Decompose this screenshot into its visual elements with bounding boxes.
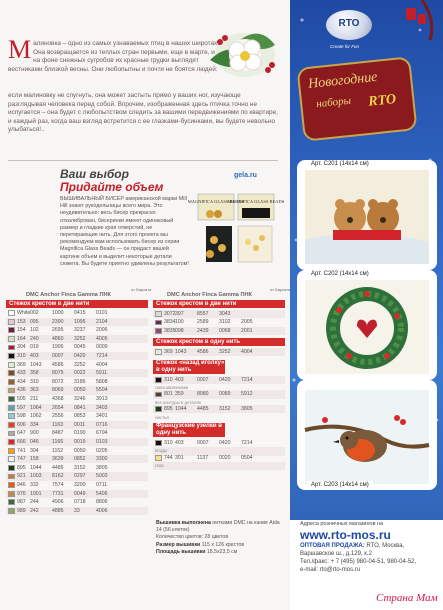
table-row (6, 429, 148, 437)
thread-code: 7214 (96, 353, 108, 359)
intro-text: алиновка – одно из самых узнаваемых птиц в наших широтах. Она возвращается из теплых стран первыми, еще в марте, и на фоне снежных сугробов их красные грудки выглядят вестниками близкой весны. Они любопытны и почти не боятся людей: (8, 40, 219, 73)
color-key-right (153, 287, 291, 518)
contacts (300, 520, 435, 574)
dmc-code: 3834 (164, 319, 176, 326)
dmc-code: 895 (164, 406, 173, 413)
thread-code: 5003 (96, 473, 108, 480)
dmc-code: 369 (164, 349, 173, 356)
dmc-code: глаз (155, 463, 164, 469)
dmc-code: 369 (17, 361, 26, 368)
thread-code: 0049 (74, 490, 86, 497)
thread-code: 2695 (52, 327, 64, 334)
thread-code: 1137 (197, 454, 209, 461)
thread-code: 0019 (74, 439, 86, 445)
color-swatch (8, 388, 15, 394)
thread-code: 0101 (96, 310, 108, 316)
thread-code: 002 (30, 310, 39, 316)
notes-colors: Количество цветов: 28 цветов (156, 534, 229, 541)
thread-code: 3152 (219, 406, 231, 413)
thread-code: 244 (30, 499, 39, 506)
thread-code: 8069 (52, 387, 64, 394)
thread-code: 3186 (74, 378, 86, 385)
product-label: Арт. C203 (14x14 см) (307, 481, 373, 490)
thread-code: 100 (175, 319, 184, 326)
dmc-code: 154 (17, 327, 26, 334)
dmc-code: 801 (164, 391, 173, 398)
banner-title: Новогодние (307, 69, 379, 92)
notes-value: нитками DMC на канве Aida 14 (56 клеток) (156, 520, 280, 534)
thread-code: 0711 (96, 482, 108, 488)
thread-code: 3252 (74, 361, 86, 368)
thread-code: 8487 (52, 430, 64, 437)
gela-logo: gela.ru (234, 172, 257, 179)
thread-code: 0020 (219, 454, 231, 461)
thread-code: 158 (30, 456, 39, 463)
thread-code: 1000 (52, 310, 64, 316)
thread-code: 3805 (96, 464, 108, 471)
table-row (6, 318, 148, 326)
color-swatch (155, 455, 162, 461)
new-year-banner (299, 58, 416, 139)
thread-code: 1163 (52, 421, 64, 428)
table-row (153, 348, 285, 356)
product-card-c202 (297, 270, 437, 380)
thread-code: 3152 (74, 464, 86, 471)
beads-packages-image (187, 190, 285, 268)
thread-code: 2104 (96, 318, 108, 325)
color-swatch (8, 319, 15, 325)
color-swatch (8, 353, 15, 359)
dmc-code: 946 (17, 482, 26, 488)
dmc-code: листья (155, 414, 169, 420)
table-header: DMC Anchor Finca Gamma ПНК (26, 292, 111, 298)
table-row (153, 318, 285, 326)
table-row (6, 352, 148, 360)
dmc-code: 3835 (164, 327, 176, 334)
table-row (153, 376, 285, 384)
color-swatch (8, 431, 15, 437)
email-link[interactable]: e-mail: rto@rto-mos.ru (300, 567, 361, 573)
thread-code: 1043 (30, 361, 42, 368)
table-row (6, 438, 148, 446)
intro-paragraph (8, 35, 220, 74)
thread-code: 403 (30, 353, 39, 359)
thread-code: 4006 (96, 507, 108, 514)
thread-code: 0050 (74, 447, 86, 454)
bead-label-2: MAGNIFICA GLASS BEADS (227, 199, 285, 204)
table-header-sub: от Бархата (131, 287, 152, 292)
thread-code: 0852 (74, 456, 86, 463)
dmc-code: 304 (17, 344, 26, 351)
thread-code: 5808 (96, 378, 108, 385)
section-header: Французские узелки в одну нить (153, 423, 225, 437)
color-swatch (8, 345, 15, 351)
thread-code: 7574 (52, 482, 64, 488)
choice-text: ВЫШИВАЛЬНЫЙ БИСЕР американской марки Mill Hill знают рукодельницы всего мира. Это неудивительно: весь бисер прекрасно откалиброван, бисеринки имеют одинаковый размер и гладкие края отверстий, не перетирающие нить. Для этого проекта мы рекомендуем вам использовать бисер из серии Magnifica Glass Beads — он придаст вашей картине объем и выделит некоторые детали сюжета. Вы будете приятно удивлены результатом! (60, 196, 189, 267)
thread-code: 0009 (96, 344, 108, 351)
thread-code: 0420 (74, 353, 86, 359)
thread-code: 0089 (219, 391, 231, 398)
thread-code: 0022 (74, 370, 86, 377)
thread-code: 1003 (30, 473, 42, 480)
color-swatch (155, 392, 162, 398)
table-row (153, 439, 285, 447)
color-swatch (8, 370, 15, 376)
section-cross-stitch-2: Стежок крестом в две нити (6, 300, 148, 308)
thread-code: 6704 (96, 430, 108, 437)
thread-code: 8080 (197, 391, 209, 398)
thread-code: 0504 (241, 454, 253, 461)
thread-code: 4485 (52, 464, 64, 471)
rto-tagline: Create for Fun (330, 44, 360, 49)
divider (8, 160, 278, 161)
thread-code: 7214 (241, 376, 253, 383)
thread-code: 403 (175, 440, 184, 446)
thread-code: 4485 (197, 406, 209, 413)
table-header-sub: от Бархата (270, 287, 291, 292)
thread-code: 5912 (241, 391, 253, 398)
table-row (6, 447, 148, 455)
thread-code: 8162 (52, 473, 64, 480)
table-header: DMC Anchor Finca Gamma ПНК (167, 292, 252, 298)
thread-code: 1095 (74, 318, 86, 325)
dmc-code: 3072 (164, 311, 176, 317)
banner-brand: RTO (367, 91, 397, 110)
addr-title: Адреса розничных магазинов на (300, 521, 384, 527)
thread-code: 0297 (74, 473, 86, 480)
dmc-code: 153 (17, 318, 26, 325)
thread-code: 0415 (74, 310, 86, 316)
thread-code: 0103 (96, 439, 108, 445)
thread-code: 4368 (52, 396, 64, 402)
thread-code: 0045 (74, 344, 86, 351)
bears-cross-stitch-image (305, 170, 429, 264)
thread-code: 1152 (52, 447, 64, 454)
color-swatch (8, 413, 15, 419)
embroidery-notes (156, 520, 286, 556)
dmc-code: 436 (17, 387, 26, 394)
color-swatch (155, 377, 162, 383)
product-card-c201 (297, 160, 437, 270)
thread-code: 3200 (74, 482, 86, 488)
thread-code: 211 (30, 396, 39, 402)
dmc-code: 310 (164, 376, 173, 383)
thread-code: 0050 (74, 387, 86, 394)
color-swatch (155, 440, 162, 446)
color-swatch (155, 311, 162, 317)
thread-code: 358 (30, 370, 39, 377)
thread-code: 5504 (96, 387, 108, 394)
thread-code: 0007 (197, 440, 209, 446)
thread-code: 900 (30, 430, 39, 437)
dmc-code: 989 (17, 507, 26, 514)
thread-code: 7214 (241, 440, 253, 446)
robin-cross-stitch-image (305, 390, 429, 484)
thread-code: 2006 (96, 327, 108, 334)
thread-code: 046 (30, 439, 39, 445)
thread-code: 0205 (96, 447, 108, 454)
thread-code: 3043 (219, 311, 231, 317)
thread-code: 4004 (96, 361, 108, 368)
table-row (153, 327, 285, 335)
thread-code: 0190 (74, 430, 86, 437)
table-row (6, 395, 148, 403)
table-row (153, 414, 285, 422)
banner-subtitle: наборы (315, 94, 352, 111)
thread-code: 334 (30, 421, 39, 428)
table-row (153, 390, 285, 398)
choice-title: Ваш выбор (60, 167, 129, 181)
table-row (6, 326, 148, 334)
thread-code: 4885 (52, 507, 64, 514)
color-swatch (155, 406, 162, 412)
color-swatch (8, 405, 15, 411)
thread-code: 4860 (52, 335, 64, 342)
thread-code: 1906 (52, 344, 64, 351)
table-row (6, 369, 148, 377)
thread-code: 1062 (30, 413, 42, 420)
thread-code: 242 (30, 507, 39, 514)
dmc-code: White (17, 310, 31, 316)
table-row (6, 490, 148, 498)
table-row (153, 454, 285, 462)
thread-code: 098 (175, 327, 184, 334)
thread-code: 304 (30, 447, 39, 454)
thread-code: 332 (30, 482, 39, 488)
choice-subtitle: Придайте объем (60, 180, 164, 194)
dmc-code: 647 (17, 430, 26, 437)
thread-code: 8075 (52, 370, 64, 377)
thread-code: 2589 (197, 319, 209, 326)
thread-code: 2390 (52, 318, 64, 325)
thread-code: 310 (30, 378, 39, 385)
color-swatch (8, 482, 15, 488)
thread-code: 403 (175, 376, 184, 383)
thread-code: 1044 (30, 464, 42, 471)
thread-code: 2005 (241, 319, 253, 326)
thread-code: 1043 (175, 349, 187, 356)
dmc-code: 310 (17, 353, 26, 359)
notes-value: 115 x 126 крестов (200, 541, 245, 548)
thread-code: 3300 (96, 456, 108, 463)
thread-code: 3246 (74, 396, 86, 402)
color-swatch (8, 499, 15, 505)
thread-code: 0853 (74, 413, 86, 420)
table-row (6, 455, 148, 463)
thread-code: 0716 (96, 421, 108, 428)
thread-code: 5406 (96, 490, 108, 497)
thread-code: 1064 (30, 404, 42, 411)
table-row (6, 498, 148, 506)
wreath-cross-stitch-image (305, 280, 429, 374)
bead-label-1: MAGNIFICA GLASS BEADS (187, 199, 245, 204)
thread-code: 0007 (52, 353, 64, 359)
section-header: Стежок «назад иголку» в одну нить (153, 360, 225, 374)
thread-code: 240 (30, 335, 39, 342)
thread-code: 0007 (197, 376, 209, 383)
thread-code: 2001 (241, 327, 253, 334)
table-row (153, 405, 285, 413)
thread-code: 0011 (74, 421, 86, 428)
thread-code: 3805 (241, 406, 253, 413)
thread-code: 4586 (197, 349, 209, 356)
table-row (6, 378, 148, 386)
thread-code: 7731 (52, 490, 64, 497)
thread-code: 4586 (52, 361, 64, 368)
thread-code: 102 (30, 327, 39, 334)
dmc-code: 741 (17, 447, 26, 454)
thread-code: 2439 (197, 327, 209, 334)
thread-code: 3237 (74, 327, 86, 334)
color-swatch (8, 491, 15, 497)
thread-code: 3639 (52, 456, 64, 463)
dmc-code: 164 (17, 335, 26, 342)
opt-text: RTO, Москва, Варшавское ш., д.129, к.2 (300, 543, 405, 557)
rto-logo (326, 10, 372, 40)
dmc-code: ягоды (155, 448, 167, 454)
thread-code: 0420 (219, 376, 231, 383)
color-swatch (8, 465, 15, 471)
color-swatch (155, 328, 162, 334)
color-swatch (8, 379, 15, 385)
section-header: Стежок крестом в одну нить (153, 338, 285, 346)
product-label: Арт. C202 (14x14 см) (307, 270, 373, 279)
table-row (153, 462, 285, 470)
thread-code: 8072 (52, 378, 64, 385)
color-swatch (8, 336, 15, 342)
color-swatch (8, 508, 15, 514)
table-row (6, 464, 148, 472)
dmc-code: 976 (17, 490, 26, 497)
dmc-code: 987 (17, 499, 26, 506)
product-label: Арт. C201 (14x14 см) (307, 160, 373, 169)
dmc-code: 433 (17, 370, 26, 377)
site-link[interactable]: www.rto-mos.ru (300, 528, 391, 542)
thread-code: 1044 (175, 406, 187, 413)
color-key-left (6, 287, 152, 518)
thread-code: 3403 (96, 404, 108, 411)
thread-code: 3913 (96, 396, 108, 402)
color-swatch (8, 396, 15, 402)
notes-label: Вышивка выполнена (156, 520, 211, 526)
thread-code: 4005 (96, 335, 108, 342)
thread-code: 2556 (52, 413, 64, 420)
table-row (6, 404, 148, 412)
dmc-code: 505 (17, 396, 26, 402)
color-swatch (8, 456, 15, 462)
watermark: Страна Мам (376, 592, 438, 604)
color-swatch (8, 448, 15, 454)
color-swatch (8, 439, 15, 445)
thread-code: 301 (175, 454, 184, 461)
thread-code: 019 (30, 344, 39, 351)
section-header: Стежок крестом в две нити (153, 300, 285, 308)
product-card-c203 (297, 380, 437, 490)
table-row (6, 361, 148, 369)
color-swatch (8, 362, 15, 368)
table-row (6, 412, 148, 420)
table-row (6, 343, 148, 351)
rto-logo-text: RTO (338, 18, 360, 29)
thread-code: 397 (175, 311, 184, 317)
thread-code: 2654 (52, 404, 64, 411)
thread-code: 0718 (74, 499, 86, 506)
table-row (6, 507, 148, 515)
dmc-code: 747 (17, 456, 26, 463)
thread-code: 8806 (96, 499, 108, 506)
notes-label: Размер вышивки (156, 541, 201, 548)
dmc-code: 434 (17, 378, 26, 385)
thread-code: 3252 (74, 335, 86, 342)
table-row (6, 386, 148, 394)
dmc-code: 666 (17, 439, 26, 445)
thread-code: 4004 (241, 349, 253, 356)
color-swatch (155, 349, 162, 355)
thread-code: 3401 (96, 413, 108, 420)
dmc-code: 895 (17, 464, 26, 471)
table-row (6, 421, 148, 429)
thread-code: 095 (30, 318, 39, 325)
thread-code: 0420 (219, 440, 231, 446)
thread-code: 5911 (96, 370, 108, 377)
thread-code: 363 (30, 387, 39, 394)
table-row (6, 309, 148, 317)
thread-code: 1166 (52, 439, 64, 445)
phone: Тел./факс: + 7 (495) 980-04-51, 980-04-52, (300, 559, 417, 565)
thread-code: 0841 (74, 404, 86, 411)
table-row (6, 481, 148, 489)
notes-value: 18,5x23,5 см (205, 548, 238, 555)
dmc-code: 921 (17, 473, 26, 480)
thread-code: 0068 (219, 327, 231, 334)
drop-cap: М (8, 35, 32, 64)
color-swatch (8, 327, 15, 333)
dmc-code: 744 (164, 454, 173, 461)
dmc-code: все контуры в деталях (155, 399, 201, 405)
thread-code: 359 (175, 391, 184, 398)
thread-code: 8557 (197, 311, 209, 317)
intro-paragraph-wide: если малиновку не спугнуть, она может застыть прямо у ваших ног, изучающе разглядывая человека перед собой. Впрочем, изображенная здесь птичка точно не испугается – она будет с любопытством следить за вашими передвижениями по квартире, и каждый раз, когда ваш взгляд встретится с ее глазками-бусинками, вы будете невольно улыбаться!.. (8, 92, 278, 134)
color-swatch (8, 310, 15, 316)
dmc-code: 310 (164, 440, 173, 446)
thread-code: 1001 (30, 490, 42, 497)
thread-code: 3102 (219, 319, 231, 326)
notes-label: Площадь вышивки (156, 548, 206, 555)
dmc-code: 598 (17, 413, 26, 420)
color-swatch (8, 474, 15, 480)
color-swatch (8, 422, 15, 428)
thread-code: 4906 (52, 499, 64, 506)
dmc-code: лапа малиновки (155, 385, 189, 390)
table-row (6, 335, 148, 343)
dmc-code: 606 (17, 421, 26, 428)
thread-code: 33 (74, 507, 80, 514)
table-row (6, 472, 148, 480)
dmc-code: 597 (17, 404, 26, 411)
color-swatch (155, 320, 162, 326)
opt-title: ОПТОВАЯ ПРОДАЖА: (300, 543, 365, 549)
thread-code: 3252 (219, 349, 231, 356)
table-row (153, 310, 285, 318)
